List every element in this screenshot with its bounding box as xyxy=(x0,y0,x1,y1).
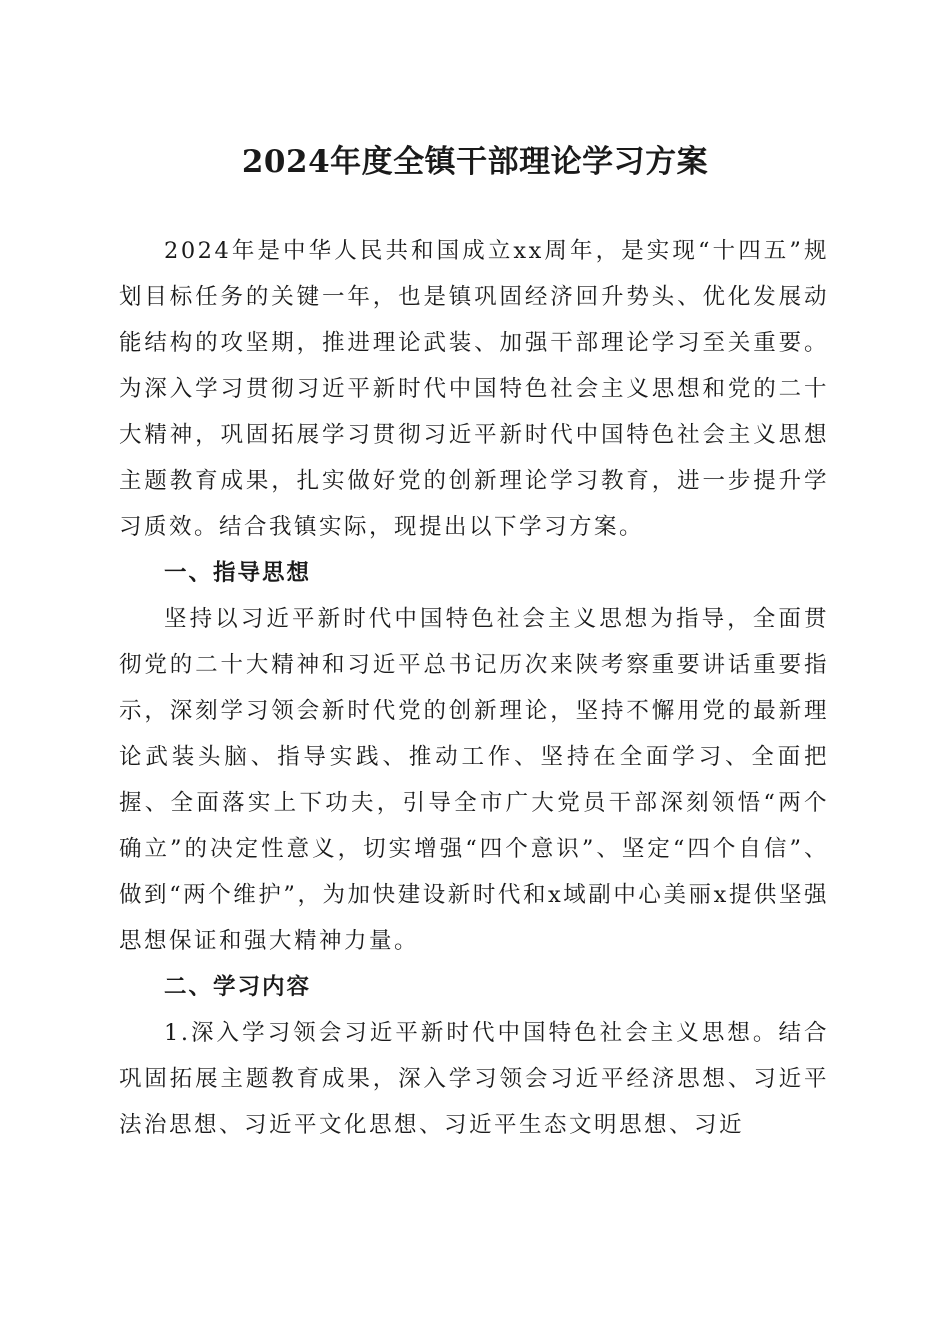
study-content-item-1: 1.深入学习领会习近平新时代中国特色社会主义思想。结合巩固拓展主题教育成果，深入学习领会习近平经济思想、习近平法治思想、习近平文化思想、习近平生态文明思想、习近 xyxy=(119,1020,829,1138)
section-heading-guiding-ideology: 一、指导思想 xyxy=(164,560,312,586)
section-heading-study-content: 二、学习内容 xyxy=(164,974,312,1000)
document-title: 2024年度全镇干部理论学习方案 xyxy=(241,144,709,180)
guiding-ideology-paragraph: 坚持以习近平新时代中国特色社会主义思想为指导，全面贯彻党的二十大精神和习近平总书记历次来陕考察重要讲话重要指示，深刻学习领会新时代党的创新理论，坚持不懈用党的最新理论武装头脑、指导实践、推动工作、坚持在全面学习、全面把握、全面落实上下功夫，引导全市广大党员干部深刻领悟“两个确立”的决定性意义，切实增强“四个意识”、坚定“四个自信”、做到“两个维护”，为加快建设新时代和x域副中心美丽x提供坚强思想保证和强大精神力量。 xyxy=(119,606,829,954)
document-body xyxy=(119,228,829,1148)
intro-paragraph: 2024年是中华人民共和国成立xx周年，是实现“十四五”规划目标任务的关键一年，也是镇巩固经济回升势头、优化发展动能结构的攻坚期，推进理论武装、加强干部理论学习至关重要。为深入学习贯彻习近平新时代中国特色社会主义思想和党的二十大精神，巩固拓展学习贯彻习近平新时代中国特色社会主义思想主题教育成果，扎实做好党的创新理论学习教育，进一步提升学习质效。结合我镇实际，现提出以下学习方案。 xyxy=(119,238,829,540)
